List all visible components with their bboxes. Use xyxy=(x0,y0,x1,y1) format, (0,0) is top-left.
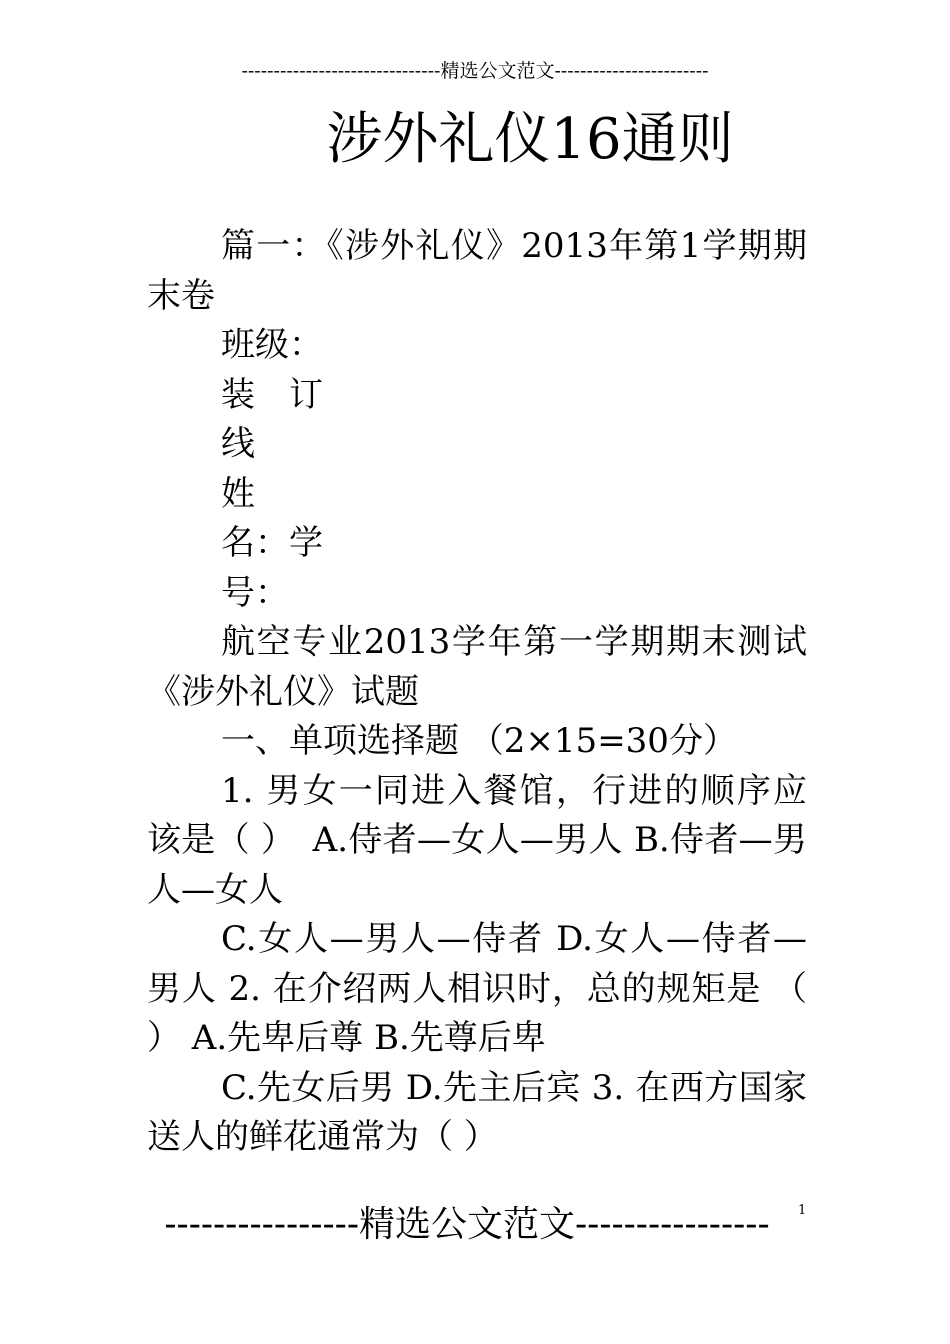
paragraph-question-2: C.女人—男人—侍者 D.女人—侍者—男人 2. 在介绍两人相识时，总的规矩是 （ ） A.先卑后尊 B.先尊后卑 xyxy=(147,919,807,1058)
paragraph-id-field: 号： xyxy=(221,572,289,613)
page-header: -------------------------------精选公文范文------------------------ xyxy=(241,60,709,82)
page-footer: ----------------精选公文范文---------------- xyxy=(164,1204,770,1245)
paragraph-section-heading: 篇一：《涉外礼仪》2013年第1学期期末卷 xyxy=(147,226,807,316)
paragraph-question-3: C.先女后男 D.先主后宾 3. 在西方国家送人的鲜花通常为（ ） xyxy=(147,1067,807,1157)
document-title: 涉外礼仪16通则 xyxy=(326,107,734,172)
paragraph-class-field: 班级： xyxy=(221,325,323,365)
paragraph-question-section: 一、单项选择题 （2×15=30分） xyxy=(221,721,737,761)
paragraph-surname-mark: 姓 xyxy=(221,473,255,514)
paragraph-binding-mark: 装 订 xyxy=(221,374,323,415)
page-number: 1 xyxy=(798,1203,807,1218)
paragraph-question-1: 1. 男女一同进入餐馆，行进的顺序应该是（ ） A.侍者—女人—男人 B.侍者—男人—女人 xyxy=(147,770,807,910)
paragraph-name-field: 名：学 xyxy=(221,523,323,563)
document-body xyxy=(147,222,807,1163)
paragraph-line-mark: 线 xyxy=(221,424,255,464)
paragraph-exam-title: 航空专业2013学年第一学期期末测试 《涉外礼仪》试题 xyxy=(147,622,807,712)
